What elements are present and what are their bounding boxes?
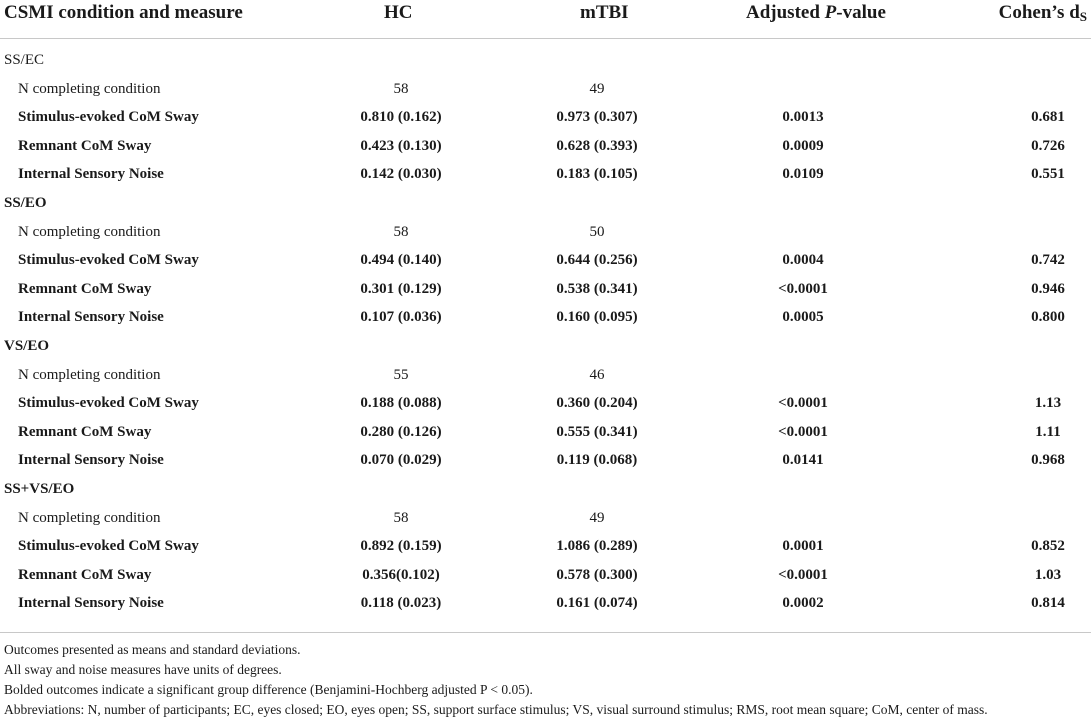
note-line: All sway and noise measures have units of degrees. — [4, 662, 282, 677]
header-d-main: Cohen’s d — [998, 2, 1080, 23]
cohens-d-value-text: 0.814 — [1031, 595, 1065, 612]
hc-value-text: 0.810 (0.162) — [360, 109, 442, 126]
table-row — [0, 448, 1091, 476]
table-header — [0, 0, 1091, 36]
group-title: VS/EO — [4, 338, 50, 354]
table-row — [0, 105, 1091, 133]
p-value-text: 0.0002 — [782, 595, 824, 612]
cohens-d-value-text: 1.11 — [1035, 423, 1061, 440]
n-hc-text: 58 — [393, 80, 409, 97]
table-row — [0, 591, 1091, 619]
mtbi-value-text: 0.973 (0.307) — [556, 109, 638, 126]
p-value-text: 0.0001 — [782, 538, 824, 555]
table-row — [0, 134, 1091, 162]
measure-label: Internal Sensory Noise — [18, 452, 164, 469]
mtbi-value-text: 0.119 (0.068) — [556, 452, 638, 469]
table-row — [0, 162, 1091, 190]
n-completing-row — [0, 220, 1091, 248]
table-row — [0, 534, 1091, 562]
table-row — [0, 305, 1091, 333]
table-row — [0, 248, 1091, 276]
p-value-text: 0.0005 — [782, 309, 824, 326]
n-completing-row — [0, 363, 1091, 391]
measure-label: Internal Sensory Noise — [18, 595, 164, 612]
group-title-row — [0, 334, 1091, 362]
group-title: SS/EO — [4, 195, 47, 211]
mtbi-value-text: 0.161 (0.074) — [556, 595, 638, 612]
cohens-d-value-text: 0.852 — [1031, 538, 1065, 555]
mtbi-value-text: 0.555 (0.341) — [556, 423, 638, 440]
hc-value-text: 0.356(0.102) — [362, 566, 440, 583]
header-p-italic: P — [824, 2, 837, 23]
cohens-d-value-text: 0.726 — [1031, 137, 1065, 154]
note-line: Outcomes presented as means and standard deviations. — [4, 642, 301, 657]
table-row — [0, 563, 1091, 591]
cohens-d-value-text: 0.742 — [1031, 252, 1065, 269]
note-line: Abbreviations: N, number of participants; EC, eyes closed; EO, eyes open; SS, support surface stimulus; VS, visual surround stimulus; RMS, root mean square; CoM, center of mass. — [4, 702, 988, 717]
mtbi-value-text: 0.183 (0.105) — [556, 166, 638, 183]
hc-value-text: 0.423 (0.130) — [360, 137, 442, 154]
hc-value-text: 0.107 (0.036) — [360, 309, 442, 326]
footer-rule — [0, 632, 1091, 633]
hc-value-text: 0.301 (0.129) — [360, 280, 442, 297]
hc-value-text: 0.070 (0.029) — [360, 452, 442, 469]
n-mtbi-text: 49 — [589, 80, 605, 97]
measure-label: Stimulus-evoked CoM Sway — [18, 395, 199, 412]
measure-label: Remnant CoM Sway — [18, 423, 152, 440]
p-value-text: <0.0001 — [778, 395, 828, 412]
n-hc-text: 58 — [393, 223, 409, 240]
measure-label: Internal Sensory Noise — [18, 309, 164, 326]
cohens-d-value-text: 0.551 — [1031, 166, 1065, 183]
cohens-d-value-text: 1.03 — [1034, 566, 1062, 583]
measure-label: Remnant CoM Sway — [18, 566, 152, 583]
n-mtbi-text: 50 — [589, 223, 605, 240]
p-value-text: 0.0109 — [782, 166, 824, 183]
note-line: Bolded outcomes indicate a significant group difference (Benjamini-Hochberg adjusted P < 0.05). — [4, 682, 533, 697]
p-value-text: <0.0001 — [778, 566, 828, 583]
mtbi-value-text: 0.644 (0.256) — [556, 252, 638, 269]
hc-value-text: 0.188 (0.088) — [360, 395, 442, 412]
header-p-prefix: Adjusted — [746, 2, 825, 23]
hc-value-text: 0.892 (0.159) — [360, 538, 442, 555]
n-mtbi-text: 46 — [589, 366, 605, 383]
header-condition-measure: CSMI condition and measure — [4, 2, 243, 23]
hc-value-text: 0.142 (0.030) — [360, 166, 442, 183]
measure-label: Remnant CoM Sway — [18, 280, 152, 297]
mtbi-value-text: 0.160 (0.095) — [556, 309, 638, 326]
n-hc-text: 55 — [393, 366, 409, 383]
p-value-text: 0.0009 — [782, 137, 824, 154]
mtbi-value-text: 0.578 (0.300) — [556, 566, 638, 583]
header-cohens-d — [999, 2, 1087, 25]
header-adjusted-p-value — [746, 2, 886, 24]
n-completing-row — [0, 77, 1091, 105]
measure-label: Stimulus-evoked CoM Sway — [18, 109, 199, 126]
p-value-text: 0.0004 — [782, 252, 824, 269]
cohens-d-value-text: 0.800 — [1031, 309, 1065, 326]
cohens-d-value-text: 0.968 — [1031, 452, 1065, 469]
measure-label: Stimulus-evoked CoM Sway — [18, 252, 199, 269]
n-completing-row — [0, 506, 1091, 534]
n-label: N completing condition — [18, 80, 161, 97]
mtbi-value-text: 0.628 (0.393) — [556, 137, 638, 154]
table-row — [0, 277, 1091, 305]
header-hc: HC — [384, 2, 413, 23]
table-notes — [4, 640, 988, 720]
group-title-row — [0, 191, 1091, 219]
n-hc-text: 58 — [393, 509, 409, 526]
table-row — [0, 391, 1091, 419]
p-value-text: <0.0001 — [778, 423, 828, 440]
n-label: N completing condition — [18, 366, 161, 383]
n-label: N completing condition — [18, 509, 161, 526]
header-mtbi: mTBI — [580, 2, 629, 23]
header-rule — [0, 38, 1091, 39]
mtbi-value-text: 1.086 (0.289) — [556, 538, 638, 555]
n-mtbi-text: 49 — [589, 509, 605, 526]
mtbi-value-text: 0.538 (0.341) — [556, 280, 638, 297]
group-title-row — [0, 477, 1091, 505]
n-label: N completing condition — [18, 223, 161, 240]
measure-label: Stimulus-evoked CoM Sway — [18, 538, 199, 555]
group-title-row — [0, 48, 1091, 76]
p-value-text: <0.0001 — [778, 280, 828, 297]
measure-label: Remnant CoM Sway — [18, 137, 152, 154]
hc-value-text: 0.280 (0.126) — [360, 423, 442, 440]
mtbi-value-text: 0.360 (0.204) — [556, 395, 638, 412]
hc-value-text: 0.118 (0.023) — [360, 595, 442, 612]
measure-label: Internal Sensory Noise — [18, 166, 164, 183]
cohens-d-value-text: 0.946 — [1031, 280, 1065, 297]
hc-value-text: 0.494 (0.140) — [360, 252, 442, 269]
header-p-suffix: -value — [836, 2, 886, 23]
table-row — [0, 420, 1091, 448]
cohens-d-value-text: 0.681 — [1031, 109, 1065, 126]
header-d-sub: S — [1079, 9, 1087, 24]
group-title: SS+VS/EO — [4, 481, 75, 497]
cohens-d-value-text: 1.13 — [1034, 395, 1062, 412]
p-value-text: 0.0013 — [782, 109, 824, 126]
p-value-text: 0.0141 — [782, 452, 824, 469]
group-title: SS/EC — [4, 52, 45, 68]
